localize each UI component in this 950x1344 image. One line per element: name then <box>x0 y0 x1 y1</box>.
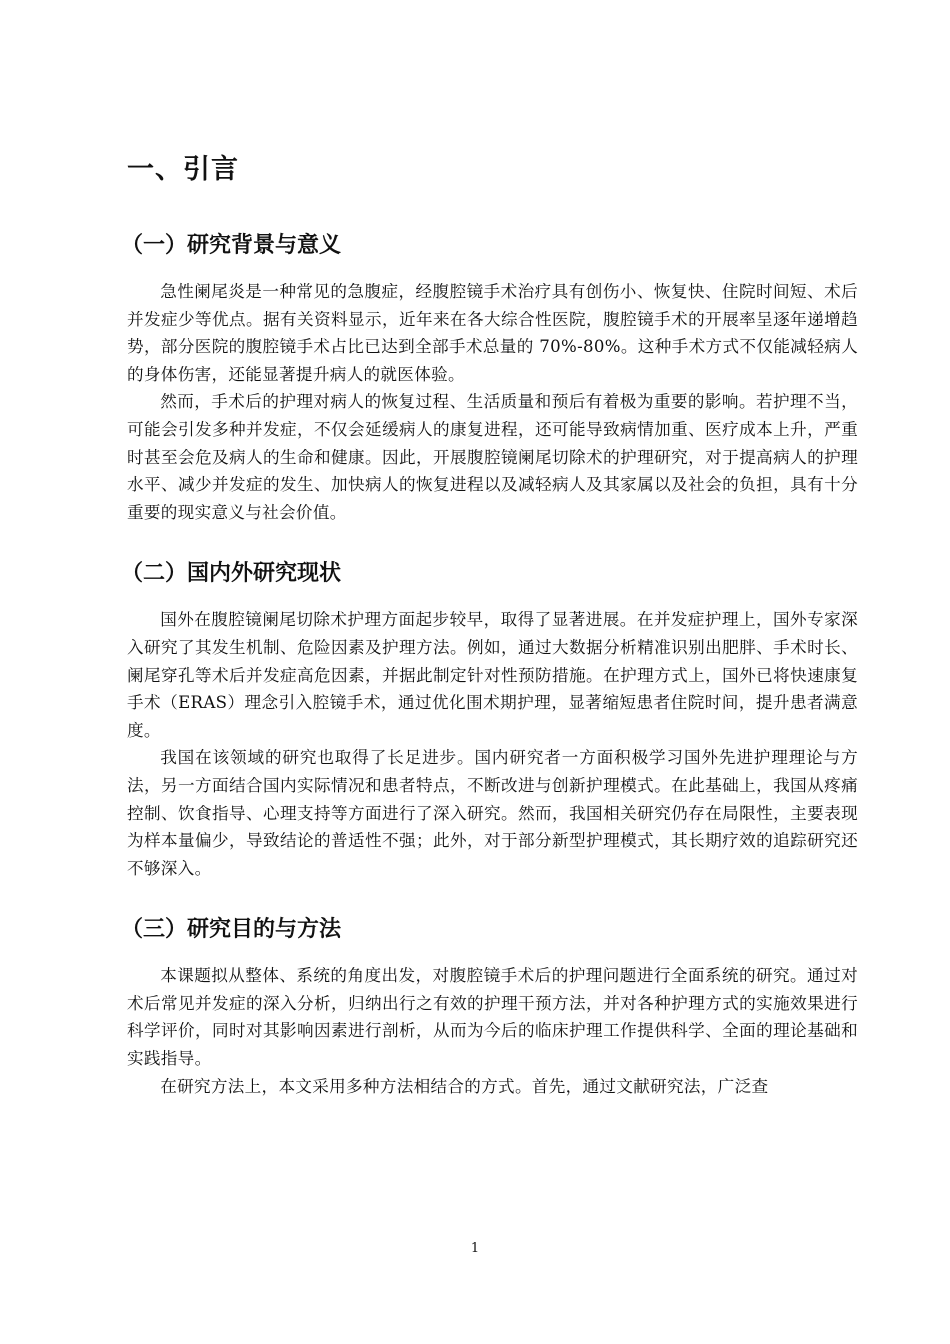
paragraph: 我国在该领域的研究也取得了长足进步。国内研究者一方面积极学习国外先进护理理论与方法，另一方面结合国内实际情况和患者特点，不断改进与创新护理模式。在此基础上，我国从疼痛控制、饮食指导、心理支持等方面进行了深入研究。然而，我国相关研究仍存在局限性，主要表现为样本量偏少，导致结论的普适性不强；此外，对于部分新型护理模式，其长期疗效的追踪研究还不够深入。 <box>127 748 858 878</box>
paragraph: 然而，手术后的护理对病人的恢复过程、生活质量和预后有着极为重要的影响。若护理不当，可能会引发多种并发症，不仅会延缓病人的康复进程，还可能导致病情加重、医疗成本上升，严重时甚至会危及病人的生命和健康。因此，开展腹腔镜阑尾切除术的护理研究，对于提高病人的护理水平、减少并发症的发生、加快病人的恢复进程以及减轻病人及其家属以及社会的负担，具有十分重要的现实意义与社会价值。 <box>127 392 858 522</box>
chapter-heading: 一、引言 <box>127 154 239 185</box>
paragraph: 本课题拟从整体、系统的角度出发，对腹腔镜手术后的护理问题进行全面系统的研究。通过对术后常见并发症的深入分析，归纳出行之有效的护理干预方法，并对各种护理方式的实施效果进行科学评价，同时对其影响因素进行剖析，从而为今后的临床护理工作提供科学、全面的理论基础和实践指导。 <box>127 966 858 1069</box>
section-gap <box>127 882 858 912</box>
paragraph: 国外在腹腔镜阑尾切除术护理方面起步较早，取得了显著进展。在并发症护理上，国外专家深入研究了其发生机制、危险因素及护理方法。例如，通过大数据分析精准识别出肥胖、手术时长、阑尾穿孔等术后并发症高危因素，并据此制定针对性预防措施。在护理方式上，国外已将快速康复手术（ERAS）理念引入腔镜手术，通过优化围术期护理，显著缩短患者住院时间，提升患者满意度。 <box>127 610 858 740</box>
document-body <box>121 150 858 1100</box>
page-number: 1 <box>470 1241 480 1256</box>
section-title-background: （一）研究背景与意义 <box>121 233 342 258</box>
section-title-objectives-methods: （三）研究目的与方法 <box>121 917 342 943</box>
paragraph: 在研究方法上，本文采用多种方法相结合的方式。首先，通过文献研究法，广泛查 <box>160 1076 769 1096</box>
section-gap <box>127 526 858 556</box>
section-title-research-status: （二）国内外研究现状 <box>121 561 342 587</box>
paragraph: 急性阑尾炎是一种常见的急腹症，经腹腔镜手术治疗具有创伤小、恢复快、住院时间短、术后并发症少等优点。据有关资料显示，近年来在各大综合性医院，腹腔镜手术的开展率呈逐年递增趋势，部分医院的腹腔镜手术占比已达到全部手术总量的 70%-80%。这种手术方式不仅能减轻病人的身体伤害，还能显著提升病人的就医体验。 <box>127 282 858 384</box>
